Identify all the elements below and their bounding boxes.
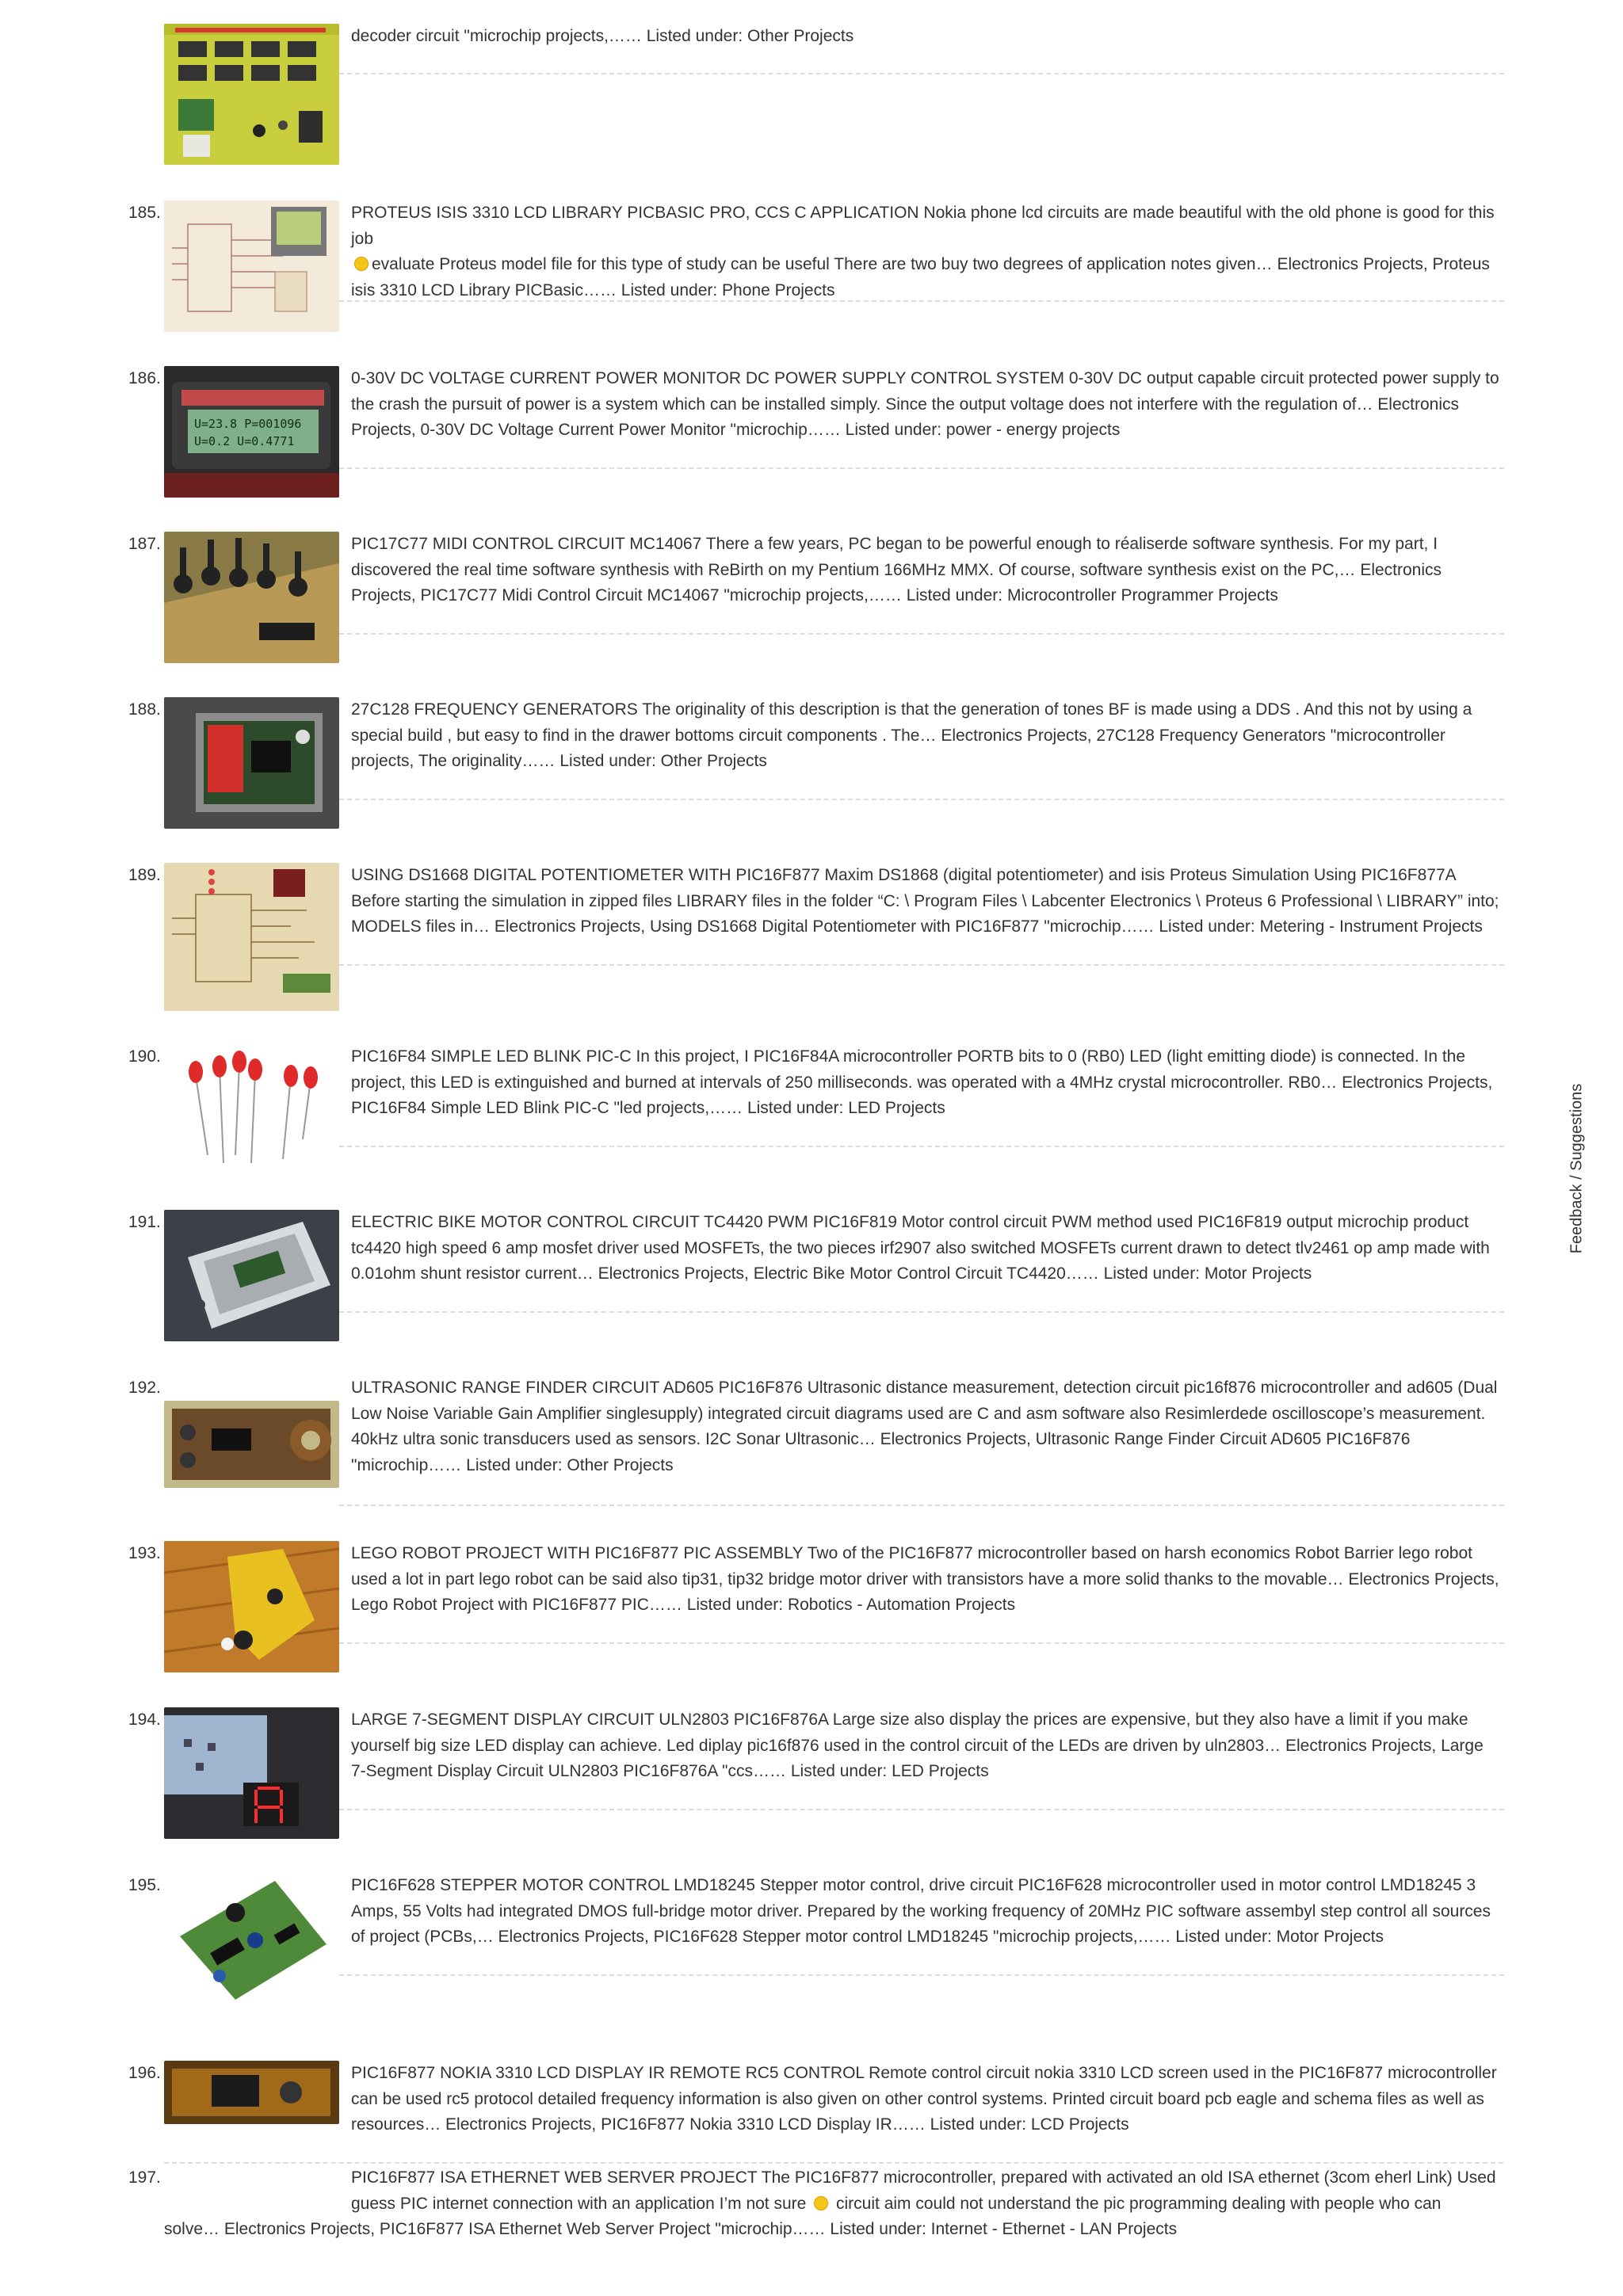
project-description[interactable]: ELECTRIC BIKE MOTOR CONTROL CIRCUIT TC4420 PWM PIC16F819 Motor control circuit PWM method used PIC16F819 output microchip product tc4420 high speed 6 amp mosfet driver used MOSFETs, the two pieces irf2907 also switched MOSFETs current drawn to detect tlv2461 op amp made with 0.01ohm shunt resistor current… Electronics Projects, Electric Bike Motor Control Circuit TC4420…… Listed under: Motor Projects [351,1213,1490,1283]
project-description[interactable] [351,2165,1500,2217]
project-description[interactable]: PIC16F84 SIMPLE LED BLINK PIC-C In this project, I PIC16F84A microcontroller PORTB bits to 0 (RB0) LED (light emitting diode) is connected. In the project, this LED is extinguished and burned at intervals of 250 milliseconds. was operated with a 4MHz crystal microcontroller. RB0… Electronics Projects, PIC16F84 Simple LED Blink PIC-C "led projects,…… Listed under: LED Projects [351,1047,1493,1117]
item-number: 195. [128,1876,161,1894]
project-thumbnail[interactable] [164,24,339,165]
project-thumbnail[interactable] [164,697,339,829]
description-part: PIC16F877 ISA ETHERNET WEB SERVER PROJECT The PIC16F877 microcontroller, prepared with activated an old ISA ethernet (3com eherl Link) Used [351,2168,1496,2187]
project-description[interactable]: 0-30V DC VOLTAGE CURRENT POWER MONITOR DC POWER SUPPLY CONTROL SYSTEM 0-30V DC output capable circuit protected power supply to the crash the pursuit of power is a system which can be installed simply. Since the output voltage does not interfere with the regulation of… Electronics Projects, 0-30V DC Voltage Current Power Monitor "microchip…… Listed under: power - energy projects [351,369,1499,439]
separator [339,73,1504,74]
separator [339,1642,1504,1644]
project-description[interactable]: USING DS1668 DIGITAL POTENTIOMETER WITH PIC16F877 Maxim DS1868 (digital potentiometer) and isis Proteus Simulation Using PIC16F877A Before starting the simulation in zipped files LIBRARY files in the folder “C: \ Program Files \ Labcenter Electronics \ Proteus 6 Professional \ LIBRARY” into; MODELS files in… Electronics Projects, Using DS1668 Digital Potentiometer with PIC16F877 "microchip…… Listed under: Metering - Instrument Projects [351,866,1499,936]
lcd-readout: U=0.2 U=0.4771 [194,434,295,448]
feedback-tab[interactable] [1568,1077,1587,1260]
description-part: evaluate Proteus model file for this type of study can be useful There are two buy two degrees of application notes given… Electronics Projects, Proteus isis 3310 LCD Library PICBasic…… Listed under: Phone Projects [351,255,1490,299]
item-number: 192. [128,1379,161,1397]
project-thumbnail[interactable] [164,200,339,332]
project-thumbnail[interactable] [164,2061,339,2124]
feedback-label: Feedback / Suggestions [1568,1083,1586,1254]
description-part: guess PIC internet connection with an application I’m not sure [351,2194,807,2213]
separator [339,1505,1504,1506]
separator [164,2162,1503,2164]
separator [339,964,1504,966]
project-description[interactable]: PIC16F877 NOKIA 3310 LCD DISPLAY IR REMOTE RC5 CONTROL Remote control circuit nokia 3310 LCD screen used in the PIC16F877 microcontroller can be used rc5 protocol detailed frequency information is also given on other control systems. Printed circuit board pcb eagle and schema files as well as resources… Electronics Projects, PIC16F877 Nokia 3310 LCD Display IR…… Listed under: LCD Projects [351,2064,1497,2134]
lcd-readout: U=23.8 P=001096 [194,417,302,431]
separator [339,1974,1504,1976]
project-thumbnail[interactable] [164,1707,339,1839]
description-part: PROTEUS ISIS 3310 LCD LIBRARY PICBASIC PRO, CCS C APPLICATION Nokia phone lcd circuits are made beautiful with the old phone is good for this job [351,204,1495,248]
item-number: 186. [128,369,161,387]
project-thumbnail[interactable] [164,366,339,498]
project-thumbnail[interactable] [164,1044,339,1176]
separator [339,467,1504,469]
separator [339,633,1504,635]
smiley-icon [354,257,369,271]
project-description[interactable]: LARGE 7-SEGMENT DISPLAY CIRCUIT ULN2803 PIC16F876A Large size also display the prices are expensive, but they also have a limit if you make yourself big size LED display can achieve. Led diplay pic16f876 used in the control circuit of the LEDs are driven by uln2803… Electronics Projects, Large 7-Segment Display Circuit ULN2803 PIC16F876A "ccs…… Listed under: LED Projects [351,1711,1484,1780]
item-number: 191. [128,1213,161,1231]
item-number: 194. [128,1711,161,1729]
project-description[interactable]: LEGO ROBOT PROJECT WITH PIC16F877 PIC ASSEMBLY Two of the PIC16F877 microcontroller based on harsh economics Robot Barrier lego robot used a lot in part lego robot can be said also tip31, tip32 bridge motor driver with transistors have a more solid thanks to the movable… Electronics Projects, Lego Robot Project with PIC16F877 PIC…… Listed under: Robotics - Automation Projects [351,1544,1499,1614]
item-number: 189. [128,866,161,884]
separator [339,799,1504,800]
separator [339,1146,1504,1147]
project-description[interactable]: ULTRASONIC RANGE FINDER CIRCUIT AD605 PIC16F876 Ultrasonic distance measurement, detection circuit pic16f876 microcontroller and ad605 (Dual Low Noise Variable Gain Amplifier singlesupply) integrated circuit diagrams used are C and asm software also Resimlerdede oscilloscope’s measurement. 40kHz ultra sonic transducers used as sensors. I2C Sonar Ultrasonic… Electronics Projects, Ultrasonic Range Finder Circuit AD605 PIC16F876 "microchip…… Listed under: Other Projects [351,1379,1498,1474]
project-description[interactable] [351,200,1500,303]
separator [339,300,1504,302]
item-number: 197. [128,2168,161,2187]
item-number: 187. [128,535,161,553]
project-thumbnail[interactable] [164,532,339,663]
project-description[interactable]: PIC17C77 MIDI CONTROL CIRCUIT MC14067 There a few years, PC began to be powerful enough to réaliserde software synthesis. For my part, I discovered the real time software synthesis with ReBirth on my Pentium 166MHz MMX. Of course, software synthesis exist on the PC,… Electronics Projects, PIC17C77 Midi Control Circuit MC14067 "microchip projects,…… Listed under: Microcontroller Programmer Projects [351,535,1442,605]
item-number: 196. [128,2064,161,2082]
item-number: 185. [128,204,161,222]
item-number: 188. [128,700,161,719]
project-thumbnail[interactable] [164,1873,339,2004]
project-thumbnail[interactable] [164,1210,339,1341]
project-description[interactable]: PIC16F628 STEPPER MOTOR CONTROL LMD18245 Stepper motor control, drive circuit PIC16F628 microcontroller used in motor control LMD18245 3 Amps, 55 Volts had integrated DMOS full-bridge motor driver. Prepared by the working frequency of 20MHz PIC software assembyl step control all sources of project (PCBs,… Electronics Projects, PIC16F628 Stepper motor control LMD18245 "microchip projects,…… Listed under: Motor Projects [351,1876,1491,1946]
item-number: 193. [128,1544,161,1562]
description-part: circuit aim could not understand the pic programming dealing with people who can [836,2194,1442,2213]
project-description[interactable]: decoder circuit "microchip projects,…… Listed under: Other Projects [351,27,854,45]
project-thumbnail[interactable] [164,1401,339,1488]
separator [339,1311,1504,1313]
project-thumbnail[interactable] [164,863,339,1011]
project-thumbnail[interactable] [164,1541,339,1672]
smiley-icon [814,2196,828,2210]
project-description[interactable]: 27C128 FREQUENCY GENERATORS The originality of this description is that the generation of tones BF is made using a DDS . And this not by using a special build , but easy to find in the drawer bottoms circuit components . The… Electronics Projects, 27C128 Frequency Generators "microcontroller projects, The originality…… Listed under: Other Projects [351,700,1472,770]
separator [339,1809,1504,1810]
description-continuation[interactable]: solve… Electronics Projects, PIC16F877 ISA Ethernet Web Server Project "microchip…… Listed under: Internet - Ethernet - LAN Projects [164,2220,1178,2238]
item-number: 190. [128,1047,161,1066]
